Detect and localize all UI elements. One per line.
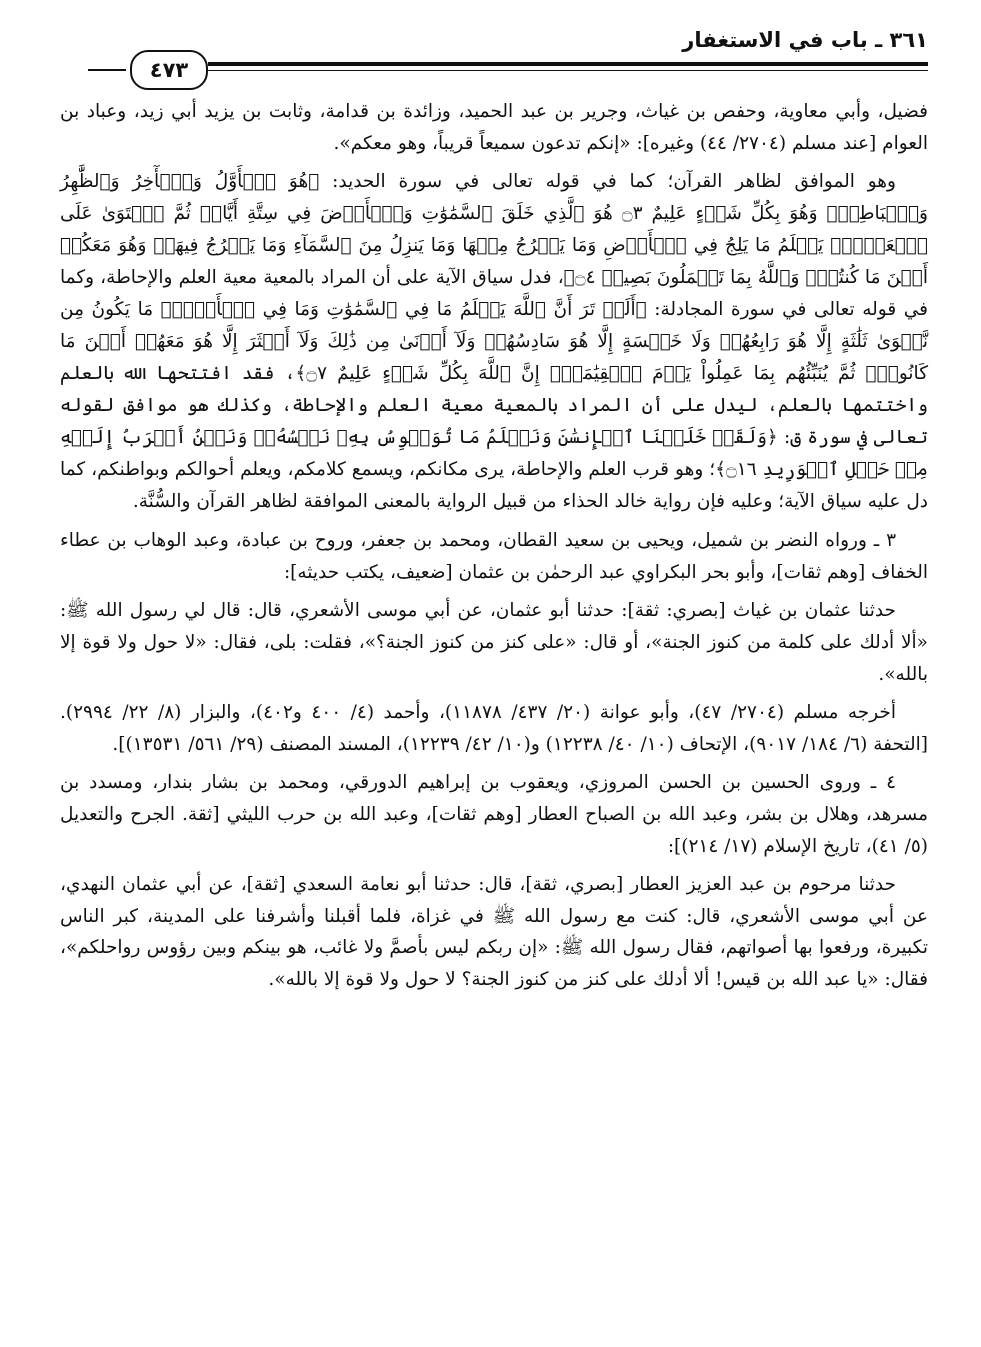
page-header (60, 22, 928, 84)
running-title: ٣٦١ ـ باب في الاستغفار (682, 28, 928, 52)
header-rule-thin (208, 70, 928, 71)
page-number: ٤٧٣ (149, 58, 189, 82)
paragraph: ٣ ـ ورواه النضر بن شميل، ويحيى بن سعيد القطان، ومحمد بن جعفر، وروح بن عبادة، وعبد الوهاب بن عطاء الخفاف [وهم ثقات]، وأبو بحر البكراوي عبد الرحمٰن بن عثمان [ضعيف، يكتب حديثه]: (60, 530, 928, 583)
paragraph: فضيل، وأبي معاوية، وحفص بن غياث، وجرير بن عبد الحميد، وزائدة بن قدامة، وثابت بن يزيد أبي زيد، وعباد بن العوام [عند مسلم (٢٧٠٤/ ٤٤) وغيره]: «إنكم تدعون سميعاً قريباً، وهو معكم». (60, 101, 928, 154)
page-number-frame (130, 50, 208, 90)
header-rule-thick (208, 62, 928, 66)
page-body (60, 96, 928, 996)
paragraph: ٤ ـ وروى الحسين بن الحسن المروزي، ويعقوب بن إبراهيم الدورقي، ومحمد بن بشار بندار، ومسدد بن مسرهد، وهلال بن بشر، وعبد الله بن الصباح العطار [وهم ثقات]، وعبد الله بن حرب الليثي [ثقة. الجرح والتعديل (٥/ ٤١)، تاريخ الإسلام (١٧/ ٢١٤)]: (60, 772, 928, 857)
header-rule-left (88, 69, 126, 71)
book-page (60, 22, 928, 1322)
paragraph: أخرجه مسلم (٢٧٠٤/ ٤٧)، وأبو عوانة (٢٠/ ٤٣٧/ ١١٨٧٨)، وأحمد (٤/ ٤٠٠ و٤٠٢)، والبزار (٨/ ٢٢/ ٢٩٩٤). [التحفة (٦/ ١٨٤/ ٩٠١٧)، الإتحاف (١٠/ ٤٠/ ١٢٢٣٨) و(١٠/ ٤٢/ ١٢٢٣٩)، المسند المصنف (٢٩/ ٥٦١/ ١٣٥٣١)]. (60, 702, 928, 755)
paragraph: حدثنا مرحوم بن عبد العزيز العطار [بصري، ثقة]، قال: حدثنا أبو نعامة السعدي [ثقة]، عن أبي عثمان النهدي، عن أبي موسى الأشعري، قال: كنت مع رسول الله ﷺ في غزاة، فلما أقبلنا وأشرفنا على المدينة، كبر الناس تكبيرة، ورفعوا بها أصواتهم، فقال رسول الله ﷺ: «إن ربكم ليس بأصمَّ ولا غائب، هو بينكم وبين رؤوس رواحلكم»، فقال: «يا عبد الله بن قيس! ألا أدلك على كنز من كنوز الجنة؟ لا حول ولا قوة إلا بالله». (60, 874, 928, 990)
paragraph: وهو الموافق لظاهر القرآن؛ كما في قوله تعالى في سورة الحديد: ﴿هُوَ ٱلۡأَوَّلُ وَٱلۡأٓخِرُ وَٱلظَّٰهِرُ وَٱلۡبَاطِنُۖ وَهُوَ بِكُلِّ شَيۡءٍ عَلِيمٌ ۝٣ هُوَ ٱلَّذِي خَلَقَ ٱلسَّمَٰوَٰتِ وَٱلۡأَرۡضَ فِي سِتَّةِ أَيَّامٖ ثُمَّ ٱسۡتَوَىٰ عَلَى ٱلۡعَرۡشِۖ يَعۡلَمُ مَا يَلِجُ فِي ٱلۡأَرۡضِ وَمَا يَخۡرُجُ مِنۡهَا وَمَا يَنزِلُ مِنَ ٱلسَّمَآءِ وَمَا يَعۡرُجُ فِيهَاۖ وَهُوَ مَعَكُمۡ أَيۡنَ مَا كُنتُمۡۚ وَٱللَّهُ بِمَا تَعۡمَلُونَ بَصِيرٞ ۝٤﴾، فدل سياق الآية على أن المراد بالمعية معية العلم والإحاطة، وكما في قوله تعالى في سورة المجادلة: ﴿أَلَمۡ تَرَ أَنَّ ٱللَّهَ يَعۡلَمُ مَا فِي ٱلسَّمَٰوَٰتِ وَمَا فِي ٱلۡأَرۡضِۖ مَا يَكُونُ مِن نَّجۡوَىٰ ثَلَٰثَةٍ إِلَّا هُوَ رَابِعُهُمۡ وَلَا خَمۡسَةٍ إِلَّا هُوَ سَادِسُهُمۡ وَلَآ أَدۡنَىٰ مِن ذَٰلِكَ وَلَآ أَكۡثَرَ إِلَّا هُوَ مَعَهُمۡ أَيۡنَ مَا كَانُواْۖ ثُمَّ يُنَبِّئُهُم بِمَا عَمِلُواْ يَوۡمَ ٱلۡقِيَٰمَةِۚ إِنَّ ٱللَّهَ بِكُلِّ شَيۡءٍ عَلِيمٌ ۝٧﴾، فقد افتتحها الله بالعلم واختتمها بالعلم، ليدل على أن المراد بالمعية معية العلم والإحاطة، وكذلك هو موافق لقوله تعالى في سورة ق: ﴿وَلَقَدۡ خَلَقۡنَا ٱلۡإِنسَٰنَ وَنَعۡلَمُ مَا تُوَسۡوِسُ بِهِۦ نَفۡسُهُۥۖ وَنَحۡنُ أَقۡرَبُ إِلَيۡهِ مِنۡ حَبۡلِ ٱلۡوَرِيدِ ۝١٦﴾؛ وهو قرب العلم والإحاطة، يرى مكانكم، ويسمع كلامكم، ويعلم أحوالكم وبواطنكم، كما دل عليه سياق الآية؛ وعليه فإن رواية خالد الحذاء من قبيل الرواية بالمعنى الموافقة لظاهر القرآن والسُّنَّة. (60, 171, 929, 513)
paragraph: حدثنا عثمان بن غياث [بصري: ثقة]: حدثنا أبو عثمان، عن أبي موسى الأشعري، قال: قال لي رسول الله ﷺ: «ألا أدلك على كلمة من كنوز الجنة»، أو قال: «على كنز من كنوز الجنة؟»، فقلت: بلى، فقال: «لا حول ولا قوة إلا بالله». (60, 600, 928, 685)
